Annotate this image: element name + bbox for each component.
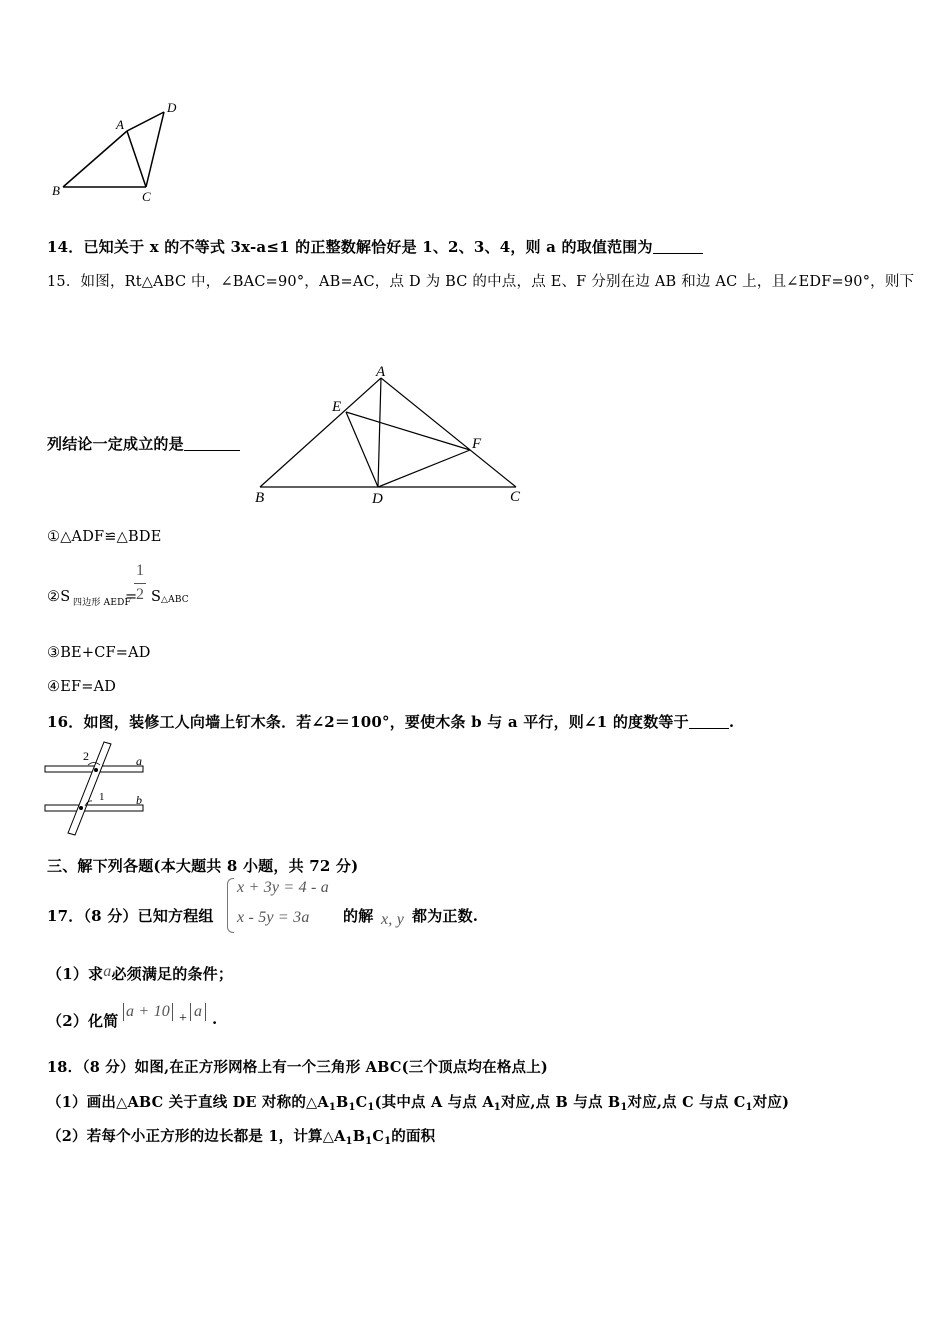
- board-b: [45, 805, 143, 811]
- label-B: B: [255, 490, 265, 506]
- figure-q15: [250, 364, 530, 509]
- p1-b: B: [336, 1094, 349, 1111]
- p1-c: C: [355, 1094, 368, 1111]
- label-D: D: [372, 491, 383, 507]
- p1-a: （1）画出△ABC 关于直线 DE 对称的△A: [47, 1094, 329, 1111]
- option-3: ③BE+CF=AD: [47, 645, 151, 661]
- label-A: A: [116, 117, 124, 132]
- label-a: a: [136, 754, 142, 768]
- figure-q16: [44, 738, 154, 838]
- question-15-line2: [47, 433, 240, 454]
- plus-sign: +: [179, 1011, 188, 1026]
- equation-1: x + 3y = 4 - a: [237, 879, 329, 896]
- answer-blank-14[interactable]: [653, 239, 703, 254]
- question-17-suffix: 都为正数.: [412, 907, 479, 925]
- label-angle-2: 2: [83, 749, 89, 763]
- p1-g: 对应): [752, 1094, 790, 1111]
- fraction-denominator: 2: [136, 586, 145, 603]
- question-17-middle: 的解: [343, 907, 374, 925]
- p2-a: （2）若每个小正方形的边长都是 1，计算△A: [47, 1128, 346, 1145]
- option-2-prefix: ②S: [47, 589, 71, 605]
- label-B: B: [52, 183, 60, 198]
- fraction-numerator: 1: [136, 562, 145, 579]
- slanted-board: [68, 742, 111, 835]
- section-3-title: 三、解下列各题(本大题共 8 小题，共 72 分): [47, 857, 359, 875]
- segment-AD: [378, 378, 381, 487]
- p1-d: (其中点 A 与点 A: [374, 1094, 494, 1111]
- segment-DC: [146, 112, 164, 187]
- variables-xy: x, y: [381, 911, 405, 928]
- segment-AB: [260, 378, 381, 487]
- part1-prefix: （1）求: [47, 965, 104, 983]
- segment-DF: [378, 450, 470, 487]
- sub-1: 1: [345, 1136, 353, 1147]
- option-2-s: S: [151, 589, 162, 605]
- question-18-part2: [47, 1125, 435, 1147]
- option-1: ①△ADF≌△BDE: [47, 529, 162, 545]
- answer-blank-15[interactable]: [184, 436, 240, 451]
- nail-top: [94, 768, 98, 772]
- sub-1: 1: [384, 1136, 392, 1147]
- variable-a: a: [103, 963, 112, 980]
- nail-bottom: [79, 806, 83, 810]
- question-16: [47, 711, 734, 732]
- question-17-part1: [47, 963, 233, 984]
- label-b: b: [136, 793, 142, 807]
- option-2-sub2: △ABC: [161, 595, 189, 605]
- fraction-bar: [134, 583, 146, 584]
- option-4: ④EF=AD: [47, 679, 117, 695]
- question-15-text: 15．如图，Rt△ABC 中，∠BAC=90°，AB=AC，点 D 为 BC 的中点，点 E、F 分别在边 AB 和边 AC 上，且∠EDF=90°，则下: [47, 274, 915, 290]
- label-E: E: [332, 399, 342, 415]
- label-D: D: [167, 100, 177, 115]
- p2-d: 的面积: [391, 1128, 436, 1145]
- part2-prefix: （2）化简: [47, 1012, 119, 1030]
- question-17-prefix: 17．（8 分）已知方程组: [47, 907, 214, 925]
- question-18: 18．（8 分）如图,在正方形网格上有一个三角形 ABC(三个顶点均在格点上): [47, 1059, 548, 1076]
- question-15-text-cont: 列结论一定成立的是: [47, 435, 184, 453]
- label-C: C: [142, 189, 151, 204]
- abs-expression-1: a + 10: [123, 1003, 173, 1021]
- question-14-text: 14．已知关于 x 的不等式 3x-a≤1 的正整数解恰好是 1、2、3、4，则 a 的取值范围为: [47, 238, 653, 256]
- equation-2: x - 5y = 3a: [237, 909, 310, 926]
- question-16-text: 16．如图，装修工人向墙上钉木条．若∠2＝100°，要使木条 b 与 a 平行，则∠1 的度数等于: [47, 713, 689, 731]
- abs-expression-2: a: [190, 1003, 206, 1021]
- part1-suffix: 必须满足的条件；: [111, 965, 234, 983]
- segment-AC: [127, 131, 146, 187]
- p2-c: C: [372, 1128, 385, 1145]
- p1-f: 对应,点 C 与点 C: [627, 1094, 746, 1111]
- sub-1: 1: [328, 1102, 336, 1113]
- sub-1: 1: [745, 1102, 753, 1113]
- p2-b: B: [352, 1128, 366, 1145]
- answer-blank-16[interactable]: [689, 714, 729, 729]
- sub-1: 1: [365, 1136, 373, 1147]
- question-15-line1: [47, 270, 914, 291]
- brace: [227, 878, 234, 933]
- figure-q13: [50, 98, 185, 204]
- segment-AD: [127, 112, 164, 131]
- sub-1: 1: [620, 1102, 628, 1113]
- question-18-part1: [47, 1091, 789, 1113]
- part2-suffix: .: [212, 1010, 218, 1028]
- segment-BA: [63, 131, 127, 187]
- label-C: C: [510, 489, 521, 505]
- sub-1: 1: [348, 1102, 356, 1113]
- segment-EF: [346, 412, 470, 450]
- segment-DE: [346, 412, 378, 487]
- question-16-period: .: [728, 713, 735, 731]
- p1-e: 对应,点 B 与点 B: [500, 1094, 621, 1111]
- label-A: A: [376, 364, 386, 380]
- option-2-eq: =: [125, 589, 138, 605]
- option-2-sub1: 四边形 AEDF: [73, 598, 131, 608]
- question-17: [47, 877, 547, 937]
- sub-1: 1: [493, 1102, 501, 1113]
- label-angle-1: 1: [99, 791, 105, 803]
- sub-1: 1: [367, 1102, 375, 1113]
- question-17-part2: [47, 1003, 347, 1031]
- question-14: [47, 236, 703, 257]
- label-F: F: [472, 436, 482, 452]
- segment-AC: [381, 378, 516, 487]
